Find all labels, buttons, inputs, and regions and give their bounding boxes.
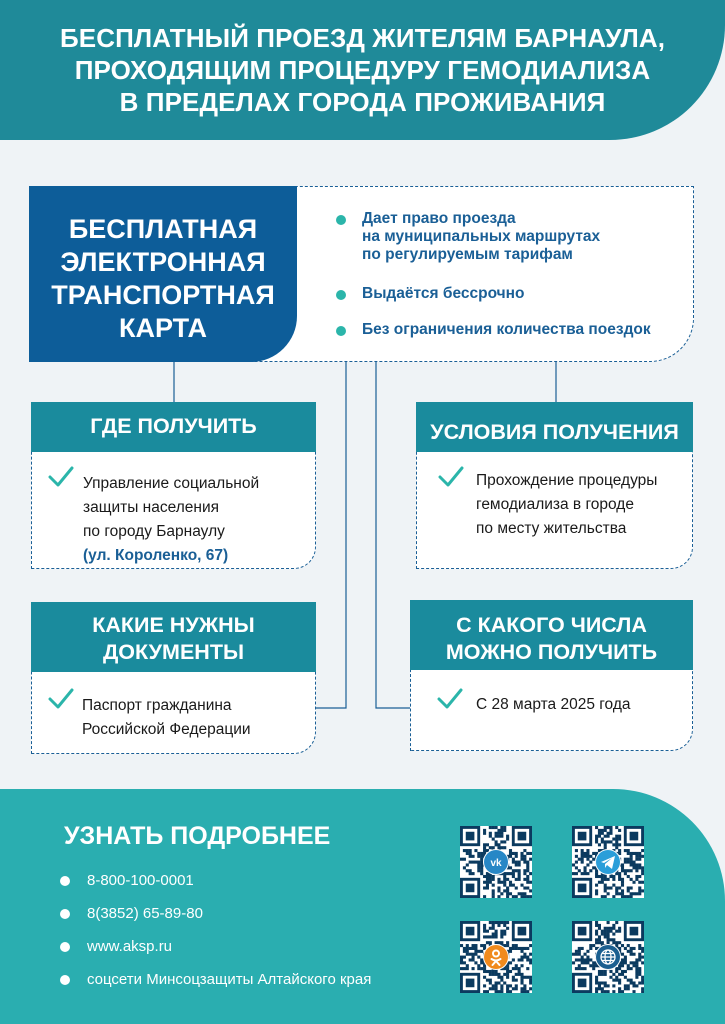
- where-text-line: защиты населения: [83, 499, 219, 516]
- card-title-panel: [29, 186, 297, 362]
- contact-text: 8-800-100-0001: [87, 872, 194, 889]
- svg-text:vk: vk: [490, 858, 502, 869]
- card-title-line: ТРАНСПОРТНАЯ: [51, 280, 275, 310]
- documents-card-text: [82, 694, 251, 742]
- conditions-text-line: по месту жительства: [476, 520, 627, 537]
- bullet-dot: [336, 326, 346, 336]
- poster-title-line: ПРОХОДЯЩИМ ПРОЦЕДУРУ ГЕМОДИАЛИЗА: [74, 55, 651, 85]
- where-card-title: ГДЕ ПОЛУЧИТЬ: [90, 414, 257, 438]
- qr-code-website[interactable]: [572, 921, 644, 993]
- poster-title-line: БЕСПЛАТНЫЙ ПРОЕЗД ЖИТЕЛЯМ БАРНАУЛА,: [59, 23, 666, 53]
- where-text-line: Управление социальной: [83, 475, 260, 492]
- bullet-dot: [60, 942, 70, 952]
- start-date: С 28 марта 2025 года: [476, 696, 631, 713]
- connector-documents: [316, 362, 346, 708]
- bullet-dot: [336, 215, 346, 225]
- conditions-text-line: гемодиализа в городе: [476, 496, 634, 513]
- checkmark-icon: [48, 688, 74, 710]
- benefit-text-line: по регулируемым тарифам: [362, 246, 573, 263]
- bullet-dot: [60, 909, 70, 919]
- benefit-text-line: Дает право проезда: [362, 210, 516, 227]
- date-card-title-line: С КАКОГО ЧИСЛА: [456, 613, 647, 637]
- qr-code-odnoklassniki[interactable]: [460, 921, 532, 993]
- date-card-text: [476, 693, 631, 717]
- date-card-header: [410, 600, 693, 670]
- conditions-card-header: [416, 402, 693, 452]
- card-title-line: КАРТА: [119, 313, 207, 343]
- office-address: (ул. Короленко, 67): [83, 547, 229, 564]
- conditions-card-title: УСЛОВИЯ ПОЛУЧЕНИЯ: [430, 420, 679, 444]
- benefit-text-line: на муниципальных маршрутах: [362, 228, 601, 245]
- contact-text: соцсети Минсоцзащиты Алтайского края: [87, 971, 372, 988]
- checkmark-icon: [437, 688, 463, 710]
- bullet-dot: [60, 975, 70, 985]
- qr-code-telegram[interactable]: [572, 826, 644, 898]
- where-text-line: по городу Барнаулу: [83, 523, 225, 540]
- card-title: [29, 213, 297, 345]
- conditions-text-line: Прохождение процедуры: [476, 472, 658, 489]
- contact-text: www.aksp.ru: [87, 938, 173, 955]
- card-title-line: БЕСПЛАТНАЯ: [68, 214, 258, 244]
- globe-icon: [595, 944, 621, 970]
- conditions-card-text: [476, 469, 657, 541]
- card-title-line: ЭЛЕКТРОННАЯ: [60, 247, 266, 277]
- vk-icon: [483, 849, 509, 875]
- bullet-dot: [60, 876, 70, 886]
- checkmark-icon: [48, 466, 74, 488]
- odnoklassniki-icon: [483, 944, 509, 970]
- contact-text: 8(3852) 65-89-80: [87, 905, 203, 922]
- benefit-text-line: Выдаётся бессрочно: [362, 285, 525, 302]
- checkmark-icon: [438, 466, 464, 488]
- documents-card-title-line: КАКИЕ НУЖНЫ: [92, 613, 255, 637]
- documents-text-line: Российской Федерации: [82, 721, 251, 738]
- where-card-header: [31, 402, 316, 452]
- date-card-title-line: МОЖНО ПОЛУЧИТЬ: [445, 640, 658, 664]
- footer-title: УЗНАТЬ ПОДРОБНЕЕ: [64, 822, 331, 850]
- connector-date: [376, 362, 410, 708]
- poster-title-line: В ПРЕДЕЛАХ ГОРОДА ПРОЖИВАНИЯ: [119, 87, 606, 117]
- bullet-dot: [336, 290, 346, 300]
- qr-code-vk[interactable]: [460, 826, 532, 898]
- telegram-icon: [595, 849, 621, 875]
- where-card-text: [83, 472, 259, 568]
- benefit-text-line: Без ограничения количества поездок: [362, 321, 651, 338]
- documents-card-header: [31, 602, 316, 672]
- documents-text-line: Паспорт гражданина: [82, 697, 232, 714]
- documents-card-title-line: ДОКУМЕНТЫ: [102, 640, 245, 664]
